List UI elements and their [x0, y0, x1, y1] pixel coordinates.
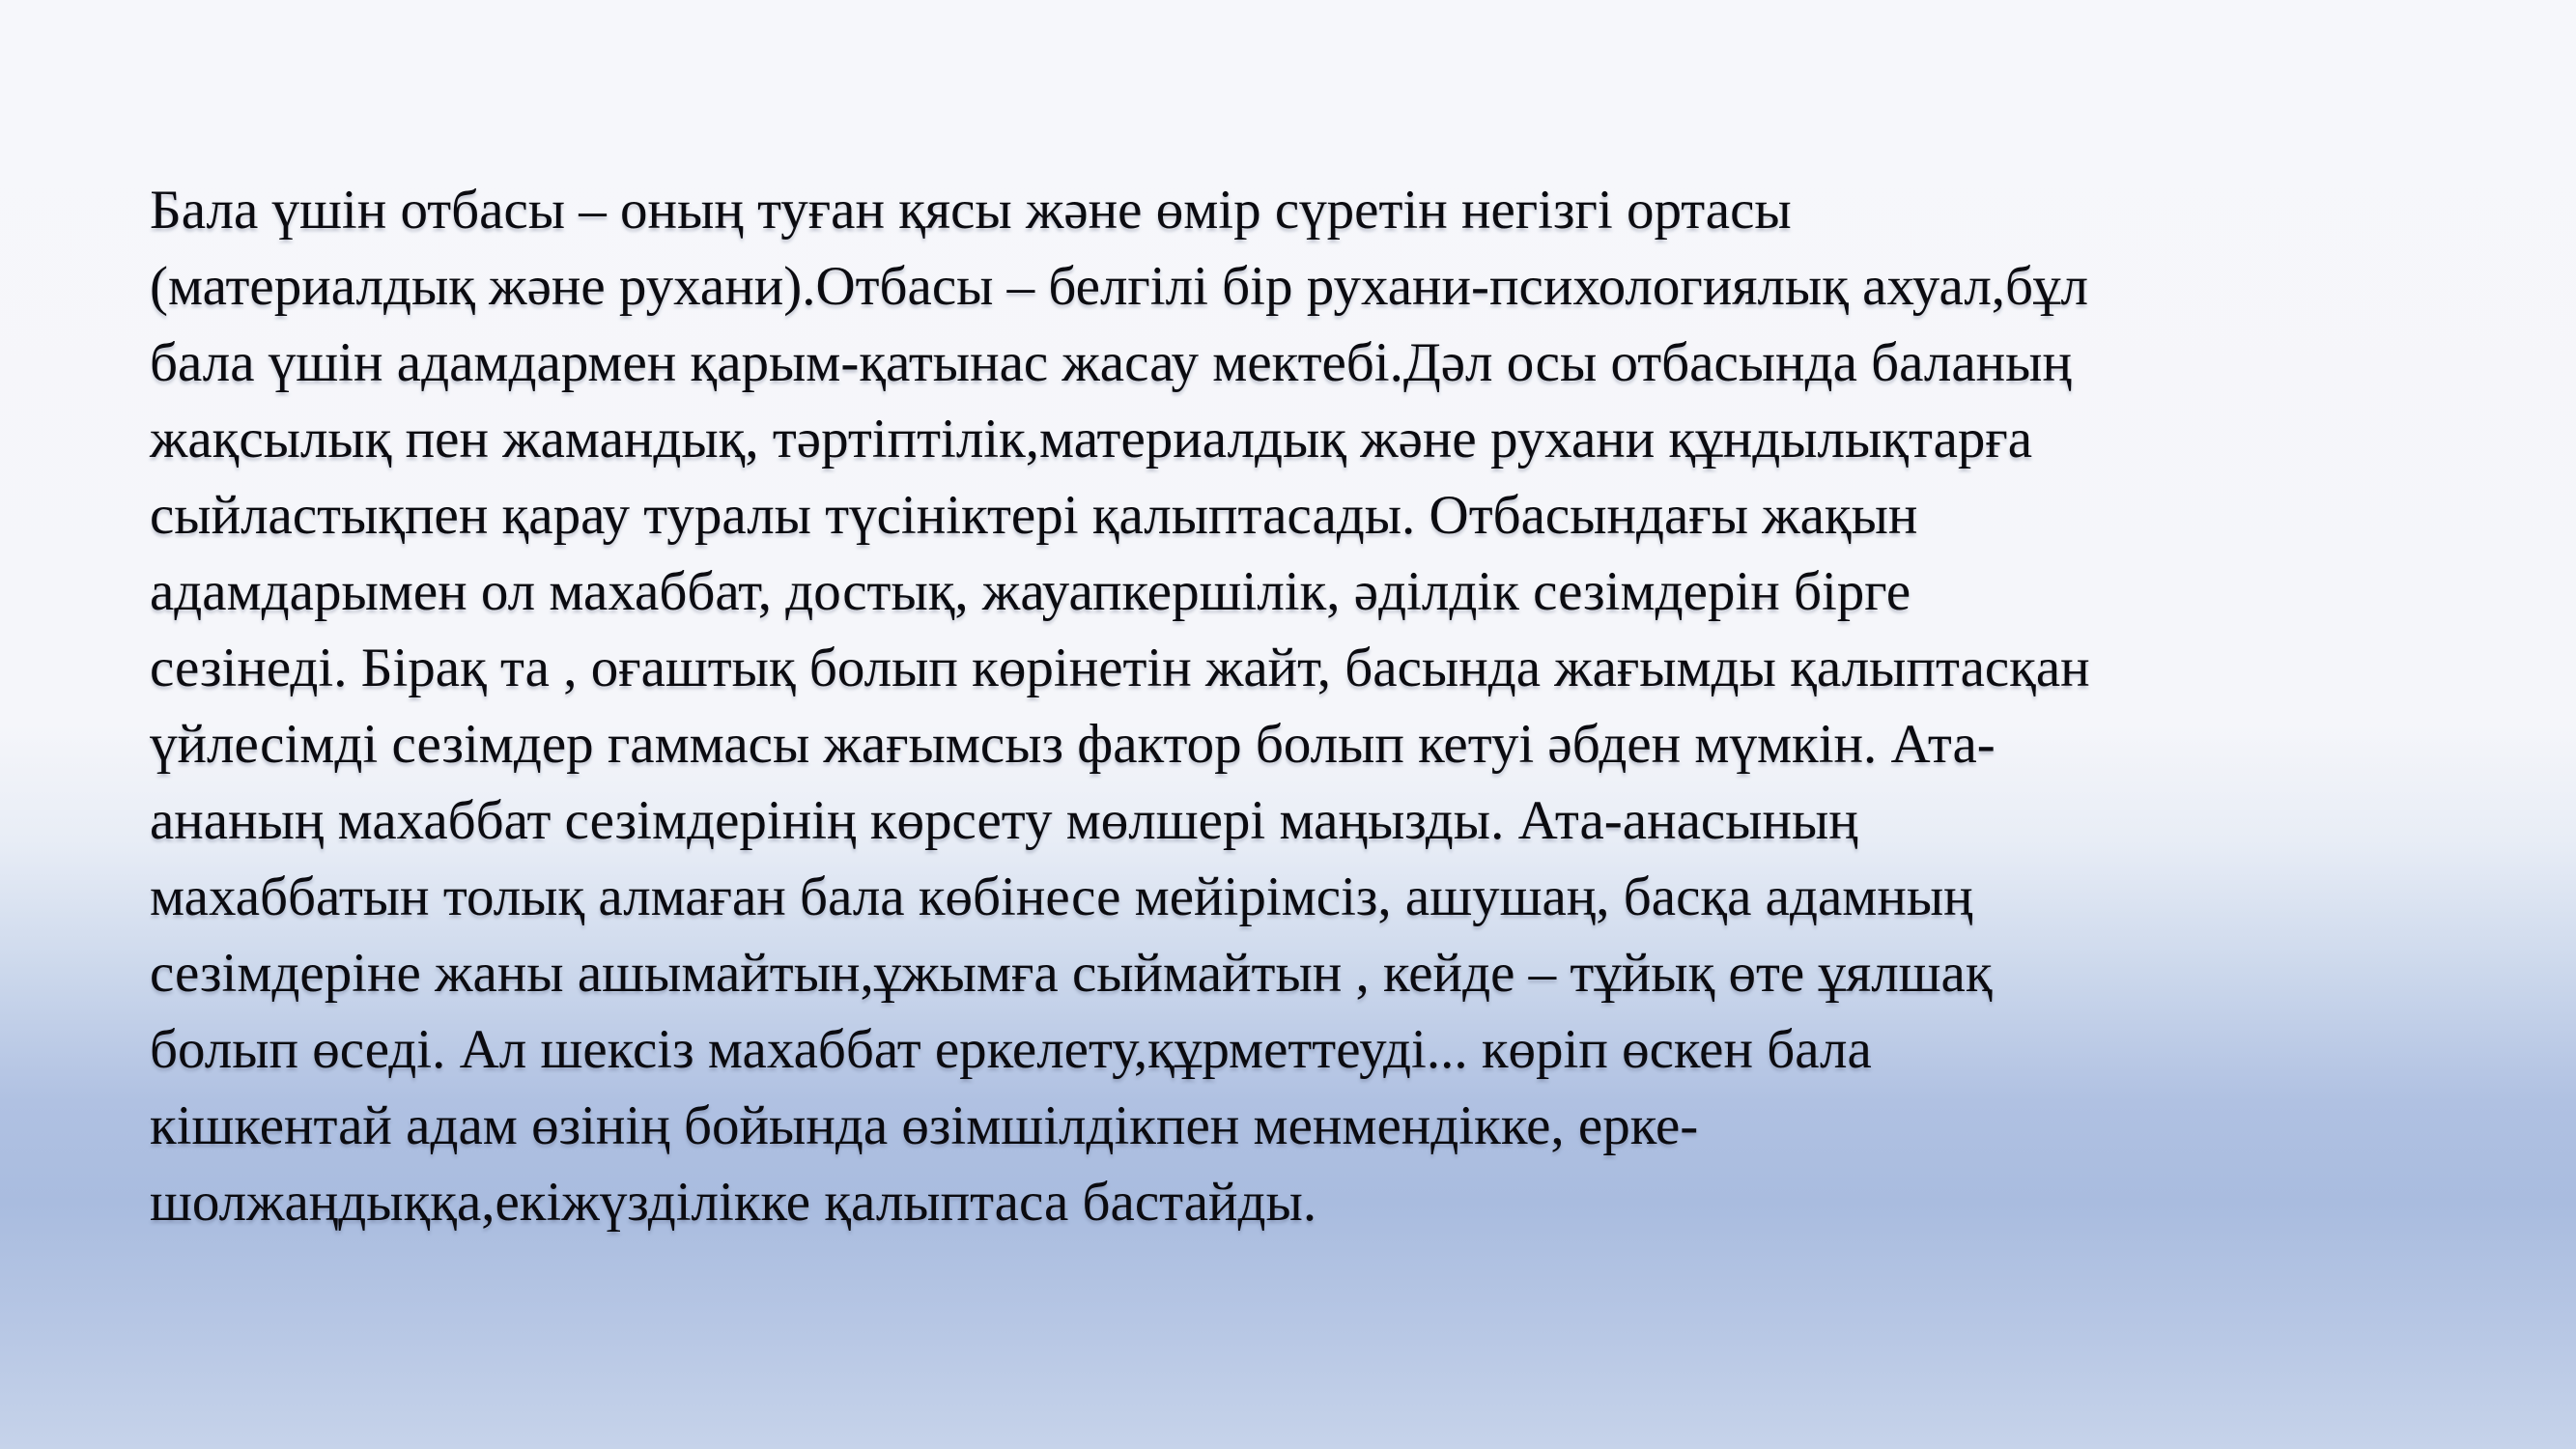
paragraph-line: сезінеді. Бірақ та , оғаштық болып көрінетін жайт, басында жағымды қалыптасқан [150, 638, 2090, 698]
paragraph-line: ананың махаббат сезімдерінің көрсету мөлшері маңызды. Ата-анасының [150, 790, 1858, 851]
paragraph-line: жақсылық пен жамандық, тәртіптілік,материалдық және рухани құндылықтарға [150, 409, 2033, 469]
paragraph-line: шолжаңдыққа,екіжүзділікке қалыптаса бастайды. [150, 1172, 1317, 1233]
paragraph-line: сыйластықпен қарау туралы түсініктері қалыптасады. Отбасындағы жақын [150, 485, 1918, 546]
paragraph-line: Бала үшін отбасы – оның туған қясы және өмір сүретін негізгі ортасы [150, 180, 1792, 241]
paragraph-line: болып өседі. Ал шексіз махаббат еркелету,құрметтеуді... көріп өскен бала [150, 1019, 1872, 1080]
paragraph-line: бала үшін адамдармен қарым-қатынас жасау мектебі.Дәл осы отбасында баланың [150, 332, 2072, 393]
paragraph-line: сезімдеріне жаны ашымайтын,ұжымға сыймайтын , кейде – тұйық өте ұялшақ [150, 943, 1993, 1004]
paragraph-line: үйлесімді сезімдер гаммасы жағымсыз фактор болып кетуі әбден мүмкін. Ата- [150, 714, 1996, 775]
paragraph-line: махаббатын толық алмаған бала көбінесе мейірімсіз, ашушаң, басқа адамның [150, 867, 1973, 927]
paragraph-line: (материалдық және рухани).Отбасы – белгілі бір рухани-психологиялық ахуал,бұл [150, 256, 2088, 317]
slide-text-block [150, 172, 2497, 1240]
paragraph-line: адамдарымен ол махаббат, достық, жауапкершілік, әділдік сезімдерін бірге [150, 561, 1911, 622]
paragraph-line: кішкентай адам өзінің бойында өзімшілдікпен менмендікке, ерке- [150, 1095, 1699, 1156]
